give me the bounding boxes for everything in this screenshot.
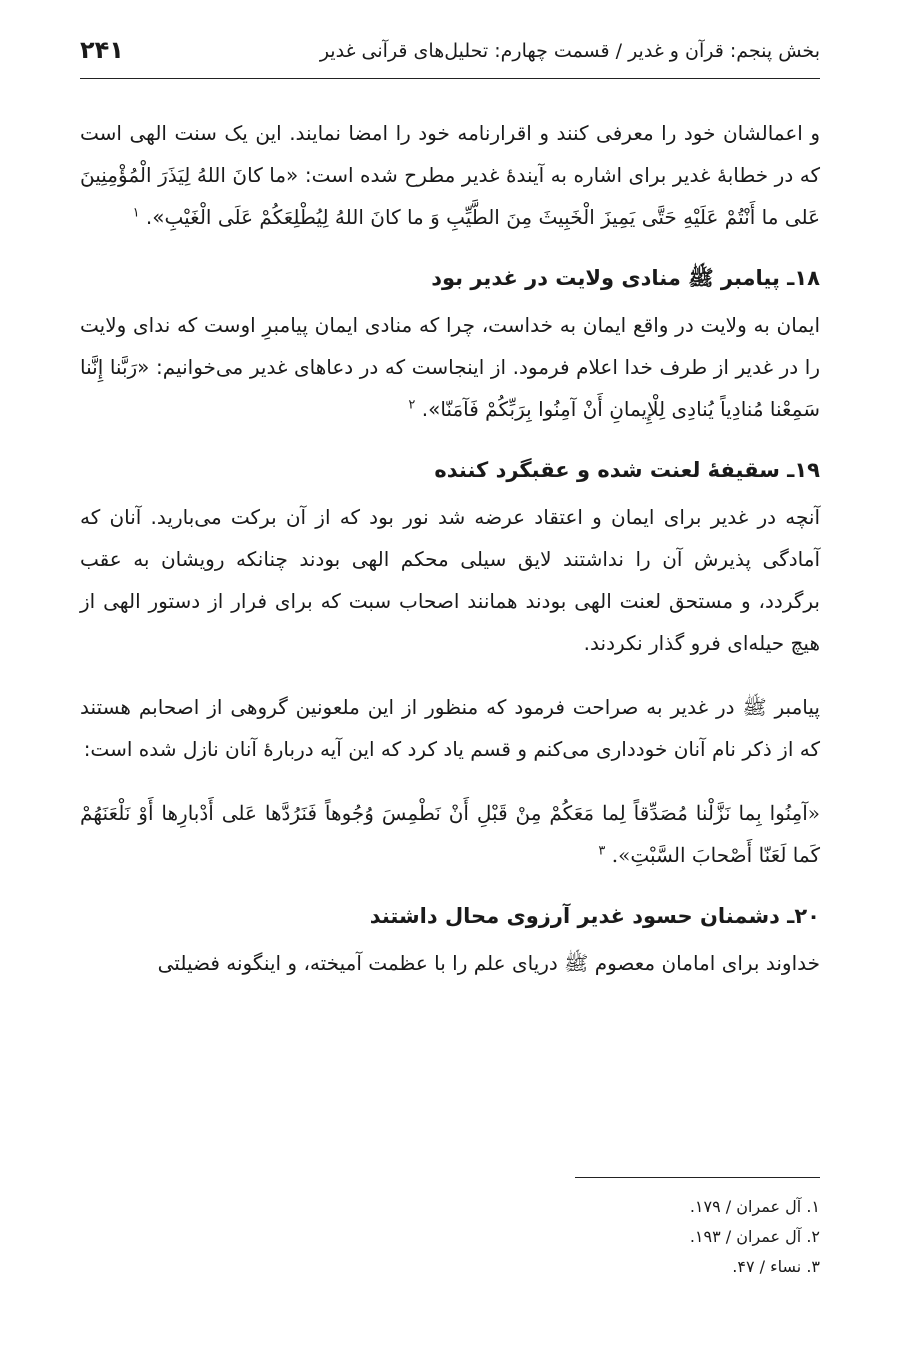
paragraph	[80, 112, 820, 238]
footnote-reference[interactable]: ۳	[598, 843, 606, 859]
footnote: ۲. آل عمران / ۱۹۳.	[689, 1227, 820, 1246]
quran-quote	[80, 792, 820, 876]
section-heading	[80, 896, 820, 936]
footnotes	[80, 1177, 820, 1282]
footnote-reference[interactable]: ۲	[408, 397, 416, 413]
block-text: ۲۰ـ دشمنان حسود غدیر آرزوی محال داشتند	[369, 904, 820, 928]
block-text: و اعمالشان خود را معرفی کنند و اقرارنامه خود را امضا نمایند. این یک سنت الهی است که در خطابهٔ غدیر برای اشاره به آیندهٔ غدیر مطرح شده است: «ما کانَ اللهُ لِیَذَرَ الْمُؤْمِنِینَ عَلی ما أَنْتُمْ عَلَیْهِ حَتَّی یَمِیزَ الْخَبِیثَ مِنَ الطَّیِّبِ وَ ما کانَ اللهُ لِیُطْلِعَکُمْ عَلَی الْغَیْبِ».	[80, 121, 820, 229]
paragraph	[80, 942, 820, 984]
paragraph-spacer	[80, 664, 820, 686]
paragraph	[80, 686, 820, 770]
paragraph	[80, 304, 820, 430]
block-text: خداوند برای امامان معصوم ﷺ دریای علم را با عظمت آمیخته، و اینگونه فضیلتی	[157, 951, 820, 975]
block-text: ایمان به ولایت در واقع ایمان به خداست، چرا که منادی ایمان پیامبرِ اوست که ندای ولایت را در غدیر از طرف خدا اعلام فرمود. از اینجاست که در دعاهای غدیر می‌خوانیم: «رَبَّنا إِنَّنا سَمِعْنا مُنادِیاً یُنادِی لِلْإِیمانِ أَنْ آمِنُوا بِرَبِّکُمْ فَآمَنّا».	[80, 313, 820, 421]
book-page	[80, 0, 820, 1345]
paragraph-spacer	[80, 770, 820, 792]
section-heading	[80, 450, 820, 490]
running-header	[80, 34, 820, 79]
footnote: ۳. نساء / ۴۷.	[732, 1257, 820, 1276]
footnote-divider	[575, 1177, 820, 1178]
block-text: «آمِنُوا بِما نَزَّلْنا مُصَدِّقاً لِما مَعَکُمْ مِنْ قَبْلِ أَنْ نَطْمِسَ وُجُوهاً فَنَرُدَّها عَلی أَدْبارِها أَوْ نَلْعَنَهُمْ کَما لَعَنّا أَصْحابَ السَّبْتِ».	[80, 801, 820, 867]
block-text: ۱۸ـ پیامبر ﷺ منادی ولایت در غدیر بود	[431, 266, 820, 290]
main-text	[80, 112, 820, 984]
block-text: آنچه در غدیر برای ایمان و اعتقاد عرضه شد نور بود که از آن برکت می‌بارید. آنان که آمادگی پذیرش آن را نداشتند لایق سیلی محکم الهی بودند چنانکه رویشان به عقب برگردد، و مستحق لعنت الهی بودند همانند اصحاب سبت که برای فرار از دستور الهی از هیچ حیله‌ای فرو گذار نکردند.	[80, 505, 820, 655]
block-text: ۱۹ـ سقیفهٔ لعنت شده و عقبگرد کننده	[434, 458, 820, 482]
section-heading	[80, 258, 820, 298]
footnote: ۱. آل عمران / ۱۷۹.	[689, 1197, 820, 1216]
block-text: پیامبر ﷺ در غدیر به صراحت فرمود که منظور از این ملعونین گروهی از اصحابم هستند که از ذکر نام آنان خودداری می‌کنم و قسم یاد کرد که این آیه دربارهٔ آنان نازل شده است:	[80, 695, 820, 761]
paragraph	[80, 496, 820, 664]
footnote-reference[interactable]: ۱	[132, 205, 140, 221]
running-title: بخش پنجم: قرآن و غدیر / قسمت چهارم: تحلیل‌های قرآنی غدیر	[319, 40, 820, 62]
page-number: ۲۴۱	[80, 36, 124, 64]
